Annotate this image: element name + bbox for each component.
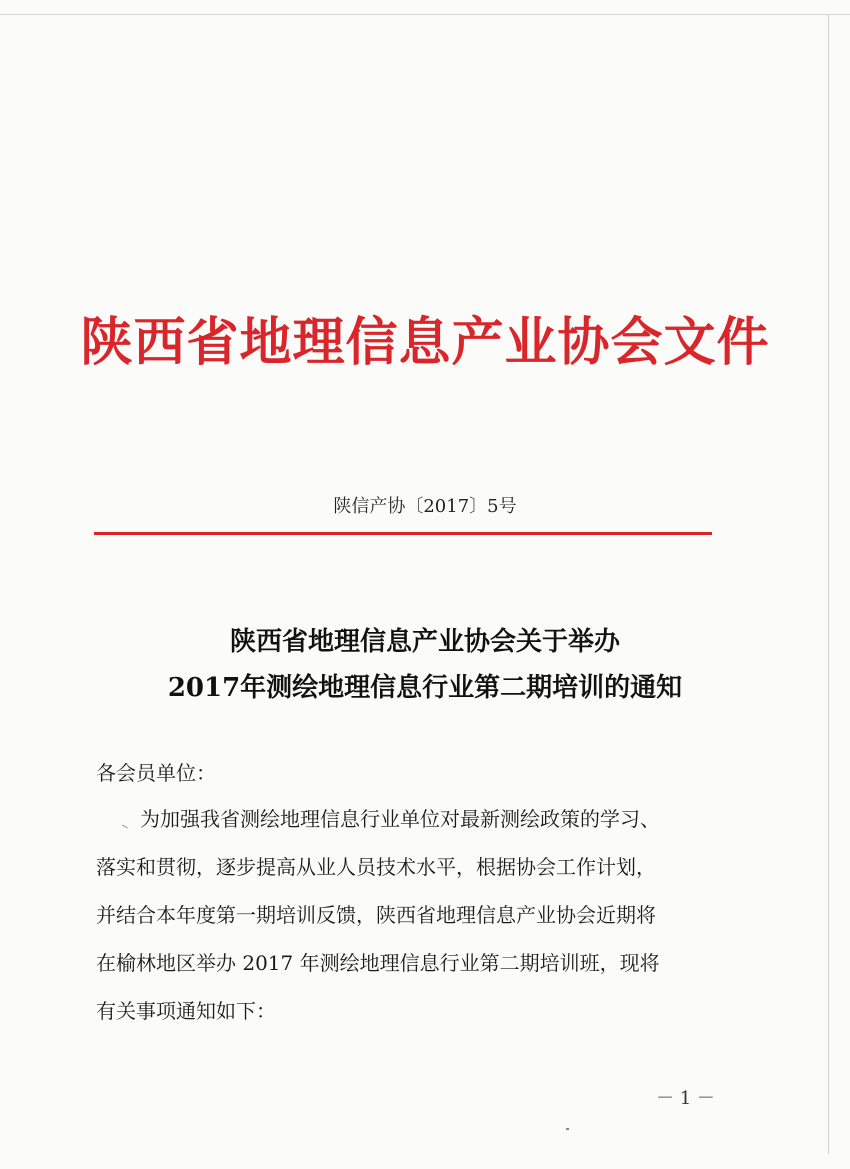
body-line: 并结合本年度第一期培训反馈，陕西省地理信息产业协会近期将 xyxy=(96,903,656,927)
notice-title-line-2: 2017年测绘地理信息行业第二期培训的通知 xyxy=(167,673,683,703)
document-number: 陕信产协〔2017〕5号 xyxy=(333,496,517,517)
header-red-rule xyxy=(94,532,712,535)
body-line: 为加强我省测绘地理信息行业单位对最新测绘政策的学习、 xyxy=(140,807,660,831)
body-line: 在榆林地区举办 2017 年测绘地理信息行业第二期培训班，现将 xyxy=(96,951,660,975)
scan-edge-top xyxy=(0,14,850,15)
document-header-title: 陕西省地理信息产业协会文件 xyxy=(80,312,770,373)
scan-mark xyxy=(122,825,128,829)
salutation: 各会员单位： xyxy=(96,761,216,785)
body-line: 落实和贯彻，逐步提高从业人员技术水平，根据协会工作计划， xyxy=(96,855,656,879)
page-number: － 1 － xyxy=(656,1088,715,1109)
body-line: 有关事项通知如下： xyxy=(96,999,276,1023)
scan-edge-right xyxy=(828,14,829,1154)
scan-speck xyxy=(566,1128,569,1130)
notice-title-line-1: 陕西省地理信息产业协会关于举办 xyxy=(229,627,620,657)
